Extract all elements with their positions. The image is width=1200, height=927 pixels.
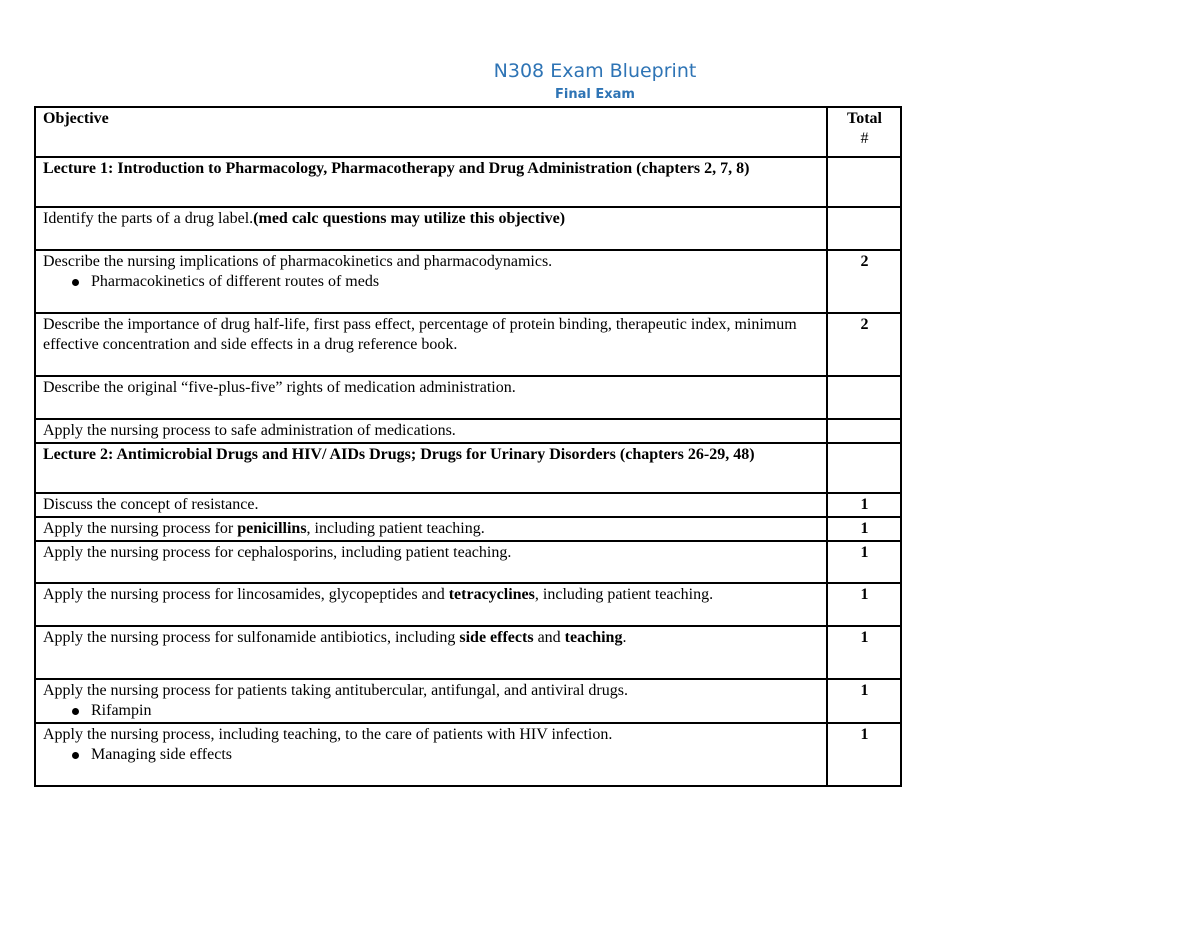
header-total (827, 107, 901, 157)
objective-cell: Apply the nursing process to safe administration of medications. (35, 419, 827, 443)
table-row (35, 376, 901, 419)
table-header-row (35, 107, 901, 157)
page-subtitle: Final Exam (555, 87, 635, 102)
objective-text: . (622, 629, 627, 646)
objective-text: Identify the parts of a drug label. (43, 210, 254, 227)
objective-text: , including patient teaching. (534, 586, 714, 603)
lecture-title: Lecture 2: Antimicrobial Drugs and HIV/ AIDs Drugs; Drugs for Urinary Disorders (chapters 26-29, 48) (35, 443, 827, 493)
table-row (35, 207, 901, 250)
header-objective: Objective (35, 107, 827, 157)
bullet-item: Rifampin (91, 701, 820, 721)
total-cell: 1 (827, 541, 901, 583)
objective-cell (35, 723, 827, 786)
objective-text: Apply the nursing process, including teaching, to the care of patients with HIV infection. (43, 726, 613, 743)
objective-cell (35, 517, 827, 541)
objective-text: Apply the nursing process for sulfonamide antibiotics, including (43, 629, 460, 646)
table-row (35, 679, 901, 723)
table-row (35, 723, 901, 786)
total-cell (827, 207, 901, 250)
total-cell: 1 (827, 493, 901, 517)
table-row (35, 583, 901, 626)
bullet-list (43, 745, 820, 765)
bullet-list (43, 272, 820, 292)
total-cell (827, 419, 901, 443)
lecture-row (35, 157, 901, 207)
total-cell: 1 (827, 626, 901, 679)
total-cell: 1 (827, 517, 901, 541)
total-cell: 1 (827, 723, 901, 786)
objective-cell (35, 207, 827, 250)
bullet-item: Pharmacokinetics of different routes of meds (91, 272, 820, 292)
total-cell: 2 (827, 250, 901, 313)
objective-bold: teaching (564, 629, 623, 646)
objective-text: Apply the nursing process for (43, 520, 238, 537)
objective-cell (35, 250, 827, 313)
objective-text: and (533, 629, 565, 646)
table-row (35, 419, 901, 443)
table-row (35, 517, 901, 541)
lecture-total (827, 157, 901, 207)
bullet-item: Managing side effects (91, 745, 820, 765)
objective-bold: (med calc questions may utilize this objective) (253, 210, 566, 227)
objective-cell: Describe the original “five-plus-five” rights of medication administration. (35, 376, 827, 419)
objective-cell: Discuss the concept of resistance. (35, 493, 827, 517)
objective-cell: Describe the importance of drug half-life, first pass effect, percentage of protein binding, therapeutic index, minimum effective concentration and side effects in a drug reference book. (35, 313, 827, 376)
objective-text: Apply the nursing process for patients taking antitubercular, antifungal, and antiviral drugs. (43, 682, 628, 699)
blueprint-table (34, 106, 902, 787)
objective-text: Describe the nursing implications of pharmacokinetics and pharmacodynamics. (43, 253, 553, 270)
page-title: N308 Exam Blueprint (493, 60, 697, 82)
bullet-list (43, 701, 820, 721)
objective-cell: Apply the nursing process for cephalosporins, including patient teaching. (35, 541, 827, 583)
objective-text: , including patient teaching. (306, 520, 485, 537)
objective-cell (35, 626, 827, 679)
objective-bold: side effects (459, 629, 534, 646)
objective-bold: tetracyclines (448, 586, 535, 603)
lecture-total (827, 443, 901, 493)
objective-cell (35, 583, 827, 626)
objective-cell (35, 679, 827, 723)
lecture-row (35, 443, 901, 493)
total-cell: 1 (827, 583, 901, 626)
table-row (35, 541, 901, 583)
objective-text: Apply the nursing process for lincosamides, glycopeptides and (43, 586, 449, 603)
total-cell: 2 (827, 313, 901, 376)
header-total-label: Total (847, 110, 882, 127)
total-cell (827, 376, 901, 419)
objective-bold: penicillins (237, 520, 307, 537)
lecture-title: Lecture 1: Introduction to Pharmacology, Pharmacotherapy and Drug Administration (chapters 2, 7, 8) (35, 157, 827, 207)
table-row (35, 250, 901, 313)
total-cell: 1 (827, 679, 901, 723)
table-row (35, 626, 901, 679)
table-row (35, 493, 901, 517)
table-row (35, 313, 901, 376)
header-total-hash: # (860, 130, 869, 147)
